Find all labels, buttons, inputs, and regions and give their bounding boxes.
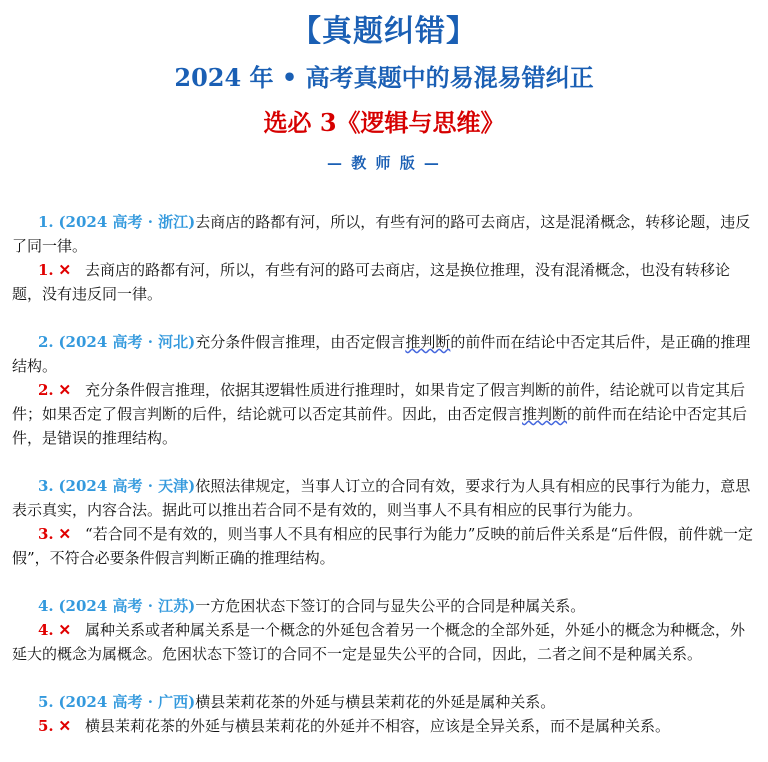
question-number: 3. (38, 477, 54, 495)
document-subtitle: 2024 年 • 高考真题中的易混易错纠正 (174, 63, 594, 92)
question-item-1 (12, 210, 756, 306)
question-3 (12, 474, 756, 522)
wrong-mark-icon: ✕ (58, 525, 72, 543)
question-text: 去商店的路都有河，所以，有些有河的路可去商店，这是混淆概念，转移论题，违反了同一律。 (12, 213, 751, 255)
question-text-underlined: 推判断 (405, 333, 451, 351)
answer-number: 5. (38, 717, 54, 735)
question-1 (12, 210, 756, 258)
answer-text: 横县茉莉花茶的外延与横县茉莉花的外延并不相容，应该是全异关系，而不是属种关系。 (85, 717, 671, 735)
question-number: 2. (38, 333, 54, 351)
question-item-3 (12, 474, 756, 570)
question-text: 横县茉莉花茶的外延与横县茉莉花的外延是属种关系。 (195, 693, 556, 711)
answer-text: 去商店的路都有河，所以，有些有河的路可去商店，这是换位推理，没有混淆概念，也没有转移论题，没有违反同一律。 (12, 261, 731, 303)
question-list (12, 210, 756, 762)
question-text: 一方危困状态下签订的合同与显失公平的合同是种属关系。 (195, 597, 586, 615)
answer-text: 属种关系或者种属关系是一个概念的外延包含着另一个概念的全部外延，外延小的概念为种概念，外延大的概念为属概念。危困状态下签订的合同不一定是显失公平的合同，因此，二者之间不是种属关系。 (12, 621, 746, 663)
question-item-4 (12, 594, 756, 666)
question-5 (12, 690, 756, 714)
question-source: (2024 高考 · 河北) (58, 333, 196, 351)
question-number: 1. (38, 213, 54, 231)
answer-number: 3. (38, 525, 54, 543)
question-text-part-a: 充分条件假言推理，由否定假言 (195, 333, 406, 351)
wrong-mark-icon: ✕ (58, 717, 72, 735)
answer-text-part-a: 充分条件假言推理，依据其逻辑性质进行推理时，如果肯定了假言判断的前件，结论就可以肯定其后件；如果否定了假言判断的后件，结论就可以否定其前件。因此，由否定假言 (12, 381, 746, 423)
question-4 (12, 594, 756, 618)
answer-text-underlined: 推判断 (522, 405, 568, 423)
question-source: (2024 高考 · 江苏) (58, 597, 196, 615)
answer-5 (12, 714, 756, 738)
question-item-5 (12, 690, 756, 738)
answer-number: 2. (38, 381, 54, 399)
answer-3 (12, 522, 756, 570)
wrong-mark-icon: ✕ (58, 381, 72, 399)
answer-2 (12, 378, 756, 450)
question-text: 依照法律规定，当事人订立的合同有效，要求行为人具有相应的民事行为能力，意思表示真实，内容合法。据此可以推出若合同不是有效的，则当事人不具有相应的民事行为能力。 (12, 477, 751, 519)
question-source: (2024 高考 · 浙江) (58, 213, 196, 231)
answer-number: 1. (38, 261, 54, 279)
question-text-part-b: 的前件而在结论中否定其后件，是正确的推理结构。 (12, 333, 751, 375)
answer-text: “若合同不是有效的，则当事人不具有相应的民事行为能力”反映的前后件关系是“后件假，前件就一定假”，不符合必要条件假言判断正确的推理结构。 (12, 525, 754, 567)
question-source: (2024 高考 · 天津) (58, 477, 196, 495)
wrong-mark-icon: ✕ (58, 261, 72, 279)
answer-1 (12, 258, 756, 306)
question-2 (12, 330, 756, 378)
question-item-2 (12, 330, 756, 450)
question-number: 4. (38, 597, 54, 615)
question-source: (2024 高考 · 广西) (58, 693, 196, 711)
answer-number: 4. (38, 621, 54, 639)
answer-text-part-b: 的前件而在结论中否定其后件，是错误的推理结构。 (12, 405, 748, 447)
module-title: 选必 3《逻辑与思维》 (263, 108, 505, 137)
question-number: 5. (38, 693, 54, 711)
answer-4 (12, 618, 756, 666)
edition-label: — 教 师 版 — (327, 154, 441, 172)
wrong-mark-icon: ✕ (58, 621, 72, 639)
document-title: 【真题纠错】 (291, 14, 477, 49)
